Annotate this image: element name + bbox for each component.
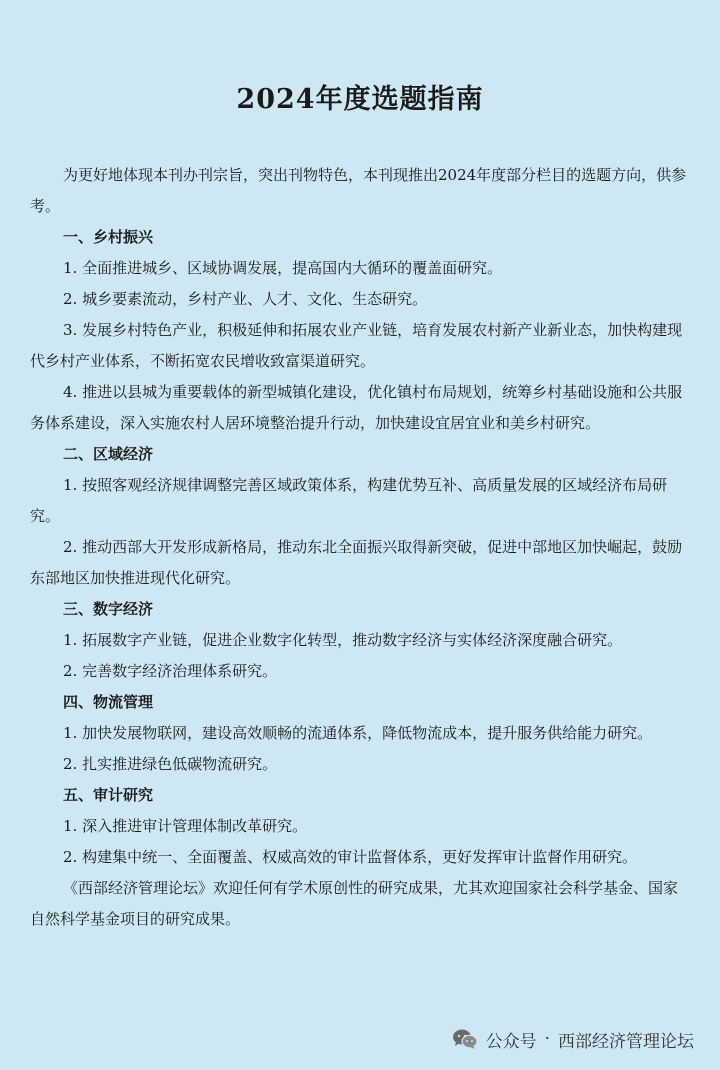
section-rural [30, 222, 690, 439]
section-heading: 一、乡村振兴 [63, 228, 154, 246]
list-item: 4. 推进以县城为重要载体的新型城镇化建设，优化镇村布局规划，统筹乡村基础设施和公共服务体系建设，深入实施农村人居环境整治提升行动，加快建设宜居宜业和美乡村研究。 [30, 383, 683, 432]
list-item: 3. 发展乡村特色产业，积极延伸和拓展农业产业链，培育发展农村新产业新业态，加快构建现代乡村产业体系，不断拓宽农民增收致富渠道研究。 [30, 321, 683, 370]
footer-account: 西部经济管理论坛 [558, 1031, 694, 1052]
list-item: 2. 城乡要素流动，乡村产业、人才、文化、生态研究。 [63, 290, 428, 308]
footer-separator: · [544, 1029, 550, 1049]
section-heading: 五、审计研究 [63, 786, 154, 804]
section-digital [30, 594, 690, 687]
section-heading: 三、数字经济 [63, 600, 154, 618]
list-item: 2. 构建集中统一、全面覆盖、权威高效的审计监督体系，更好发挥审计监督作用研究。 [63, 848, 638, 866]
wechat-watermark [452, 1024, 694, 1054]
intro-paragraph: 为更好地体现本刊办刊宗旨，突出刊物特色，本刊现推出2024年度部分栏目的选题方向，供参考。 [30, 166, 687, 215]
section-logistics [30, 687, 690, 780]
list-item: 2. 推动西部大开发形成新格局，推动东北全面振兴取得新突破，促进中部地区加快崛起，鼓励东部地区加快推进现代化研究。 [30, 538, 683, 587]
list-item: 2. 完善数字经济治理体系研究。 [63, 662, 278, 680]
list-item: 1. 深入推进审计管理体制改革研究。 [63, 817, 308, 835]
section-audit [30, 780, 690, 873]
section-heading: 四、物流管理 [63, 693, 154, 711]
closing-paragraph: 《西部经济管理论坛》欢迎任何有学术原创性的研究成果，尤其欢迎国家社会科学基金、国家自然科学基金项目的研究成果。 [30, 879, 679, 928]
list-item: 1. 加快发展物联网，建设高效顺畅的流通体系，降低物流成本，提升服务供给能力研究。 [63, 724, 653, 742]
list-item: 1. 拓展数字产业链，促进企业数字化转型，推动数字经济与实体经济深度融合研究。 [63, 631, 623, 649]
section-regional [30, 439, 690, 594]
footer-label: 公众号 [485, 1031, 537, 1052]
section-heading: 二、区域经济 [63, 445, 154, 463]
wechat-icon [452, 1028, 478, 1050]
page-title: 2024年度选题指南 [236, 84, 484, 115]
list-item: 1. 按照客观经济规律调整完善区域政策体系，构建优势互补、高质量发展的区域经济布局研究。 [30, 476, 668, 525]
list-item: 2. 扎实推进绿色低碳物流研究。 [63, 755, 278, 773]
list-item: 1. 全面推进城乡、区域协调发展，提高国内大循环的覆盖面研究。 [63, 259, 503, 277]
